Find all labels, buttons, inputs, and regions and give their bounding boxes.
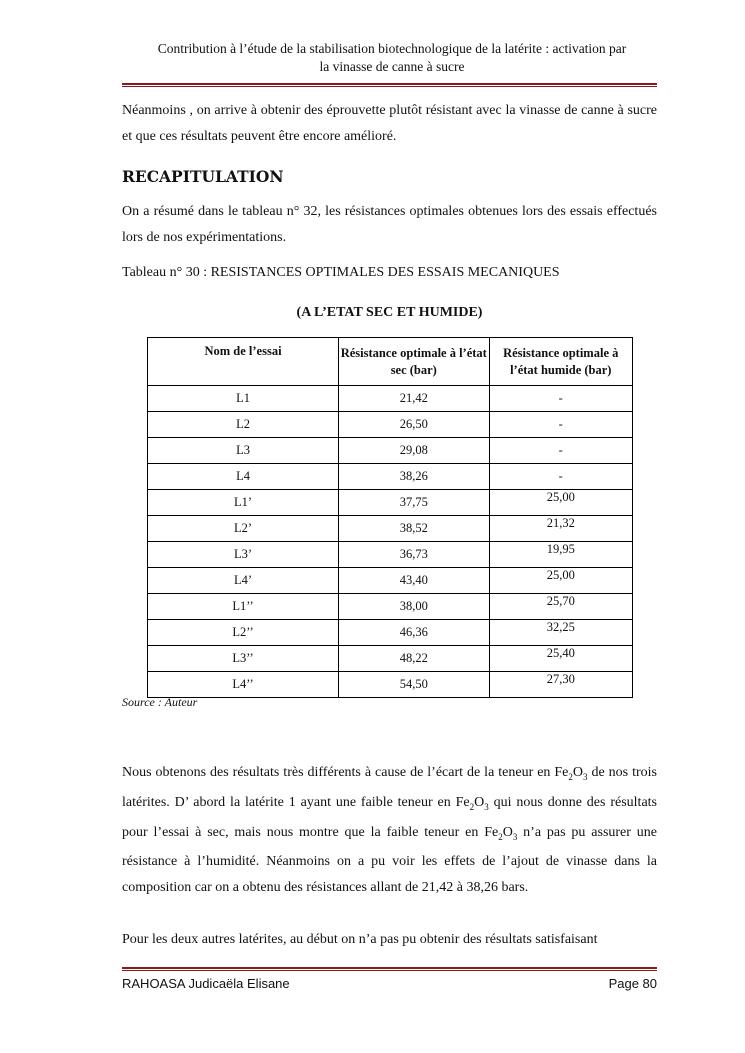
- cell-essai-name: L3’’: [148, 646, 339, 672]
- table-header-row: [148, 338, 633, 386]
- analysis-text-4: O: [474, 794, 485, 810]
- cell-wet-resistance: -: [489, 438, 633, 464]
- cell-dry-resistance: 38,00: [339, 594, 489, 620]
- recap-paragraph: On a résumé dans le tableau n° 32, les résistances optimales obtenues lors des essais effectués lors de nos expérimentations.: [122, 204, 657, 245]
- cell-wet-resistance: 25,70: [489, 594, 633, 620]
- table-row: [148, 542, 633, 568]
- cell-dry-resistance: 38,52: [339, 516, 489, 542]
- column-header-wet: Résistance optimale à l’état humide (bar): [489, 338, 633, 386]
- cell-essai-name: L2’’: [148, 620, 339, 646]
- header-title-line1: Contribution à l’étude de la stabilisation biotechnologique de la latérite : activation par: [157, 41, 627, 56]
- table-row: [148, 412, 633, 438]
- cell-dry-resistance: 46,36: [339, 620, 489, 646]
- table-row: [148, 620, 633, 646]
- subscript-2: 2: [469, 801, 475, 812]
- subscript-3: 3: [583, 771, 588, 782]
- cell-dry-resistance: 48,22: [339, 646, 489, 672]
- analysis-paragraph: [122, 760, 657, 901]
- table-caption: Tableau n° 30 : RESISTANCES OPTIMALES DES ESSAIS MECANIQUES: [122, 265, 560, 280]
- cell-essai-name: L3’: [148, 542, 339, 568]
- header-rule: [122, 83, 657, 85]
- cell-essai-name: L1’’: [148, 594, 339, 620]
- cell-wet-resistance: 25,40: [489, 646, 633, 672]
- cell-wet-resistance: 25,00: [489, 490, 633, 516]
- cell-dry-resistance: 54,50: [339, 672, 489, 698]
- cell-wet-resistance: -: [489, 386, 633, 412]
- table-row: [148, 438, 633, 464]
- footer-page-number: Page 80: [608, 976, 657, 991]
- table-row: [148, 386, 633, 412]
- analysis-text-2: O: [572, 765, 584, 780]
- table-row: [148, 646, 633, 672]
- cell-wet-resistance: 32,25: [489, 620, 633, 646]
- subscript-2: 2: [498, 831, 503, 842]
- cell-wet-resistance: 27,30: [489, 672, 633, 698]
- subscript-3: 3: [512, 831, 518, 842]
- footer-rule: [122, 967, 657, 969]
- cell-dry-resistance: 21,42: [339, 386, 489, 412]
- table-row: [148, 490, 633, 516]
- section-heading: RECAPITULATION: [122, 167, 284, 186]
- footer-rule-thin: [122, 970, 657, 971]
- final-paragraph: Pour les deux autres latérites, au début on n’a pas pu obtenir des résultats satisfaisant: [122, 932, 598, 947]
- table-subtitle: (A L’ETAT SEC ET HUMIDE): [296, 305, 483, 320]
- cell-dry-resistance: 38,26: [339, 464, 489, 490]
- cell-wet-resistance: 19,95: [489, 542, 633, 568]
- cell-wet-resistance: 21,32: [489, 516, 633, 542]
- header-title-line2: la vinasse de canne à sucre: [319, 59, 465, 74]
- cell-essai-name: L4: [148, 464, 339, 490]
- subscript-2: 2: [568, 771, 573, 782]
- cell-wet-resistance: 25,00: [489, 568, 633, 594]
- analysis-text-1: Nous obtenons des résultats très différents à cause de l’écart de la teneur en Fe: [122, 765, 569, 780]
- table-row: [148, 672, 633, 698]
- cell-dry-resistance: 29,08: [339, 438, 489, 464]
- resistance-table: [147, 337, 633, 698]
- cell-essai-name: L1’: [148, 490, 339, 516]
- footer-author: RAHOASA Judicaëla Elisane: [122, 976, 290, 991]
- table-row: [148, 516, 633, 542]
- analysis-text-6: O: [502, 824, 513, 840]
- cell-essai-name: L3: [148, 438, 339, 464]
- cell-essai-name: L2: [148, 412, 339, 438]
- cell-essai-name: L2’: [148, 516, 339, 542]
- analysis-text-5: qui nous donne des résultats pour l’essai à sec, mais nous montre que la faible teneur en Fe: [122, 794, 657, 840]
- running-header: [122, 40, 662, 76]
- cell-dry-resistance: 43,40: [339, 568, 489, 594]
- cell-essai-name: L4’’: [148, 672, 339, 698]
- subscript-3: 3: [484, 801, 489, 812]
- header-rule-thin: [122, 86, 657, 87]
- cell-wet-resistance: -: [489, 412, 633, 438]
- intro-paragraph: Néanmoins , on arrive à obtenir des éprouvette plutôt résistant avec la vinasse de canne à sucre et que ces résultats peuvent être encore amélioré.: [122, 103, 657, 144]
- column-header-dry: Résistance optimale à l’état sec (bar): [339, 338, 489, 386]
- column-header-name: Nom de l’essai: [148, 338, 339, 386]
- table-row: [148, 594, 633, 620]
- cell-dry-resistance: 36,73: [339, 542, 489, 568]
- cell-dry-resistance: 26,50: [339, 412, 489, 438]
- analysis-text-3: de nos trois latérites. D’ abord la latérite 1 ayant une faible teneur en Fe: [122, 765, 657, 810]
- table-row: [148, 464, 633, 490]
- cell-essai-name: L1: [148, 386, 339, 412]
- cell-essai-name: L4’: [148, 568, 339, 594]
- cell-wet-resistance: -: [489, 464, 633, 490]
- cell-dry-resistance: 37,75: [339, 490, 489, 516]
- analysis-text-7: n’a pas pu assurer une résistance à l’humidité. Néanmoins on a pu voir les effets de l’ajout de vinasse dans la composition car on a obtenu des résistances allant de 21,42 à 38,26 bars.: [122, 824, 657, 896]
- table-row: [148, 568, 633, 594]
- table-source: Source : Auteur: [122, 695, 198, 709]
